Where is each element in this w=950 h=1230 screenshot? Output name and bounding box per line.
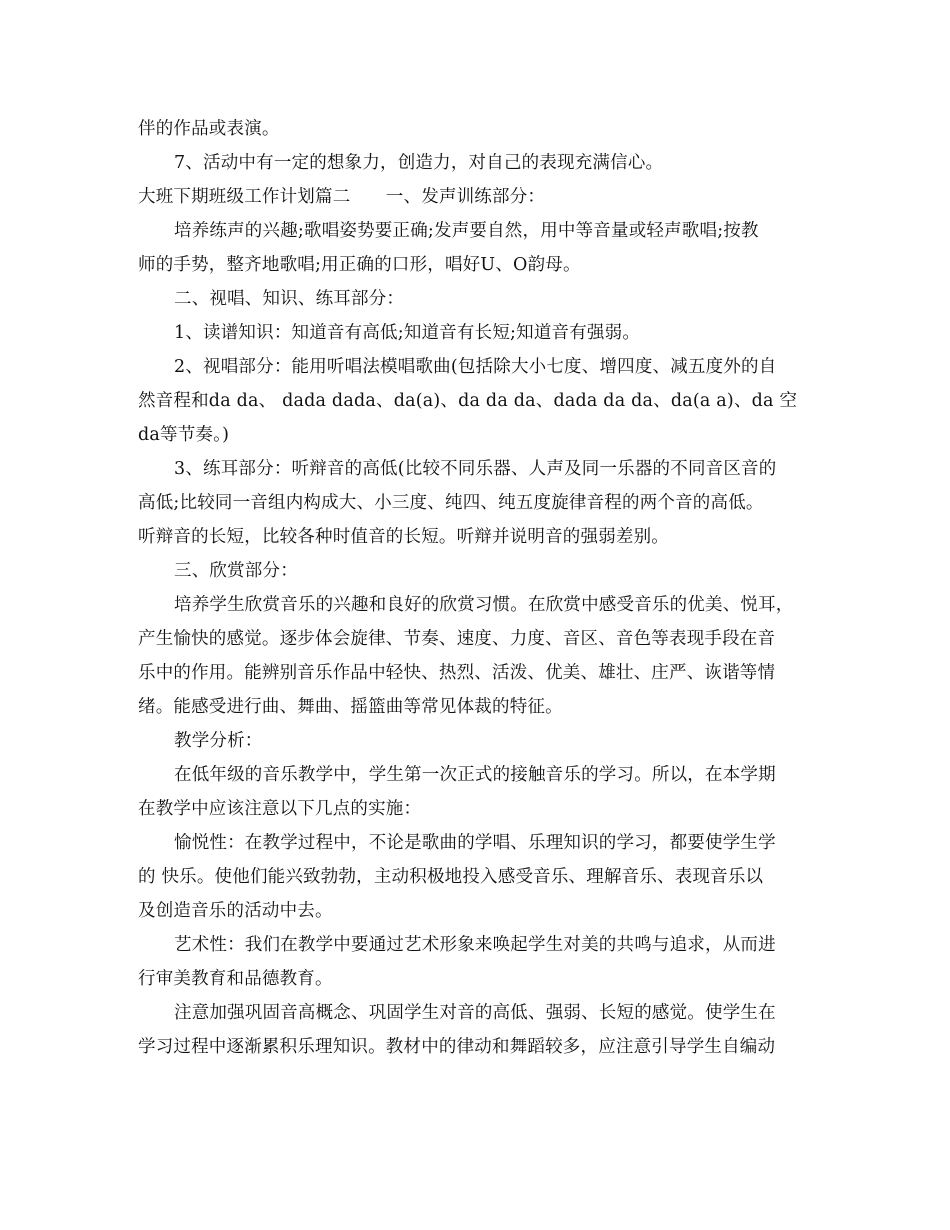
section-heading: 教学分析： (174, 731, 263, 751)
text-line: 在低年级的音乐教学中，学生第一次正式的接触音乐的学习。所以，在本学期 (174, 765, 776, 785)
text-line: da等节奏。) (138, 425, 230, 445)
text-line: 2、视唱部分：能用听唱法模唱歌曲(包括除大小七度、增四度、减五度外的自 (174, 357, 777, 377)
text-line: 1、读谱知识：知道音有高低;知道音有长短;知道音有强弱。 (174, 323, 641, 343)
text-line: 绪。能感受进行曲、舞曲、摇篮曲等常见体裁的特征。 (138, 697, 563, 717)
section-heading: 二、视唱、知识、练耳部分： (174, 289, 405, 309)
text-line: 乐中的作用。能辨别音乐作品中轻快、热烈、活泼、优美、雄壮、庄严、诙谐等情 (138, 663, 776, 683)
text-line: 注意加强巩固音高概念、巩固学生对音的高低、强弱、长短的感觉。使学生在 (174, 1003, 776, 1023)
text-line: 师的手势，整齐地歌唱;用正确的口形，唱好U、O韵母。 (138, 255, 581, 275)
text-line: 行审美教育和品德教育。 (138, 969, 333, 989)
text-line: 愉悦性：在教学过程中，不论是歌曲的学唱、乐理知识的学习，都要使学生学 (174, 833, 776, 853)
section-heading: 三、欣赏部分： (174, 561, 298, 581)
text-line: 7、活动中有一定的想象力，创造力，对自己的表现充满信心。 (174, 153, 664, 173)
text-line: 培养练声的兴趣;歌唱姿势要正确;发声要自然，用中等音量或轻声歌唱;按教 (174, 221, 759, 241)
text-line: 培养学生欣赏音乐的兴趣和良好的欣赏习惯。在欣赏中感受音乐的优美、悦耳， (174, 595, 794, 615)
text-line: 然音程和da da、 dada dada、da(a)、da da da、dada da da、da(a a)、da 空 (138, 391, 798, 411)
text-line: 的 快乐。使他们能兴致勃勃，主动积极地投入感受音乐、理解音乐、表现音乐以 (138, 867, 764, 887)
text-line: 高低;比较同一音组内构成大、小三度、纯四、纯五度旋律音程的两个音的高低。 (138, 493, 764, 513)
text-line: 及创造音乐的活动中去。 (138, 901, 333, 921)
text-line: 艺术性：我们在教学中要通过艺术形象来唤起学生对美的共鸣与追求，从而进 (174, 935, 776, 955)
text-line: 大班下期班级工作计划篇二 一、发声训练部分： (138, 187, 546, 207)
text-line: 学习过程中逐渐累积乐理知识。教材中的律动和舞蹈较多，应注意引导学生自编动 (138, 1037, 776, 1057)
text-line: 伴的作品或表演。 (138, 119, 280, 139)
text-line: 在教学中应该注意以下几点的实施： (138, 799, 422, 819)
text-line: 3、练耳部分：听辩音的高低(比较不同乐器、人声及同一乐器的不同音区音的 (174, 459, 777, 479)
text-line: 产生愉快的感觉。逐步体会旋律、节奏、速度、力度、音区、音色等表现手段在音 (138, 629, 776, 649)
text-line: 听辩音的长短，比较各种时值音的长短。听辩并说明音的强弱差别。 (138, 527, 669, 547)
